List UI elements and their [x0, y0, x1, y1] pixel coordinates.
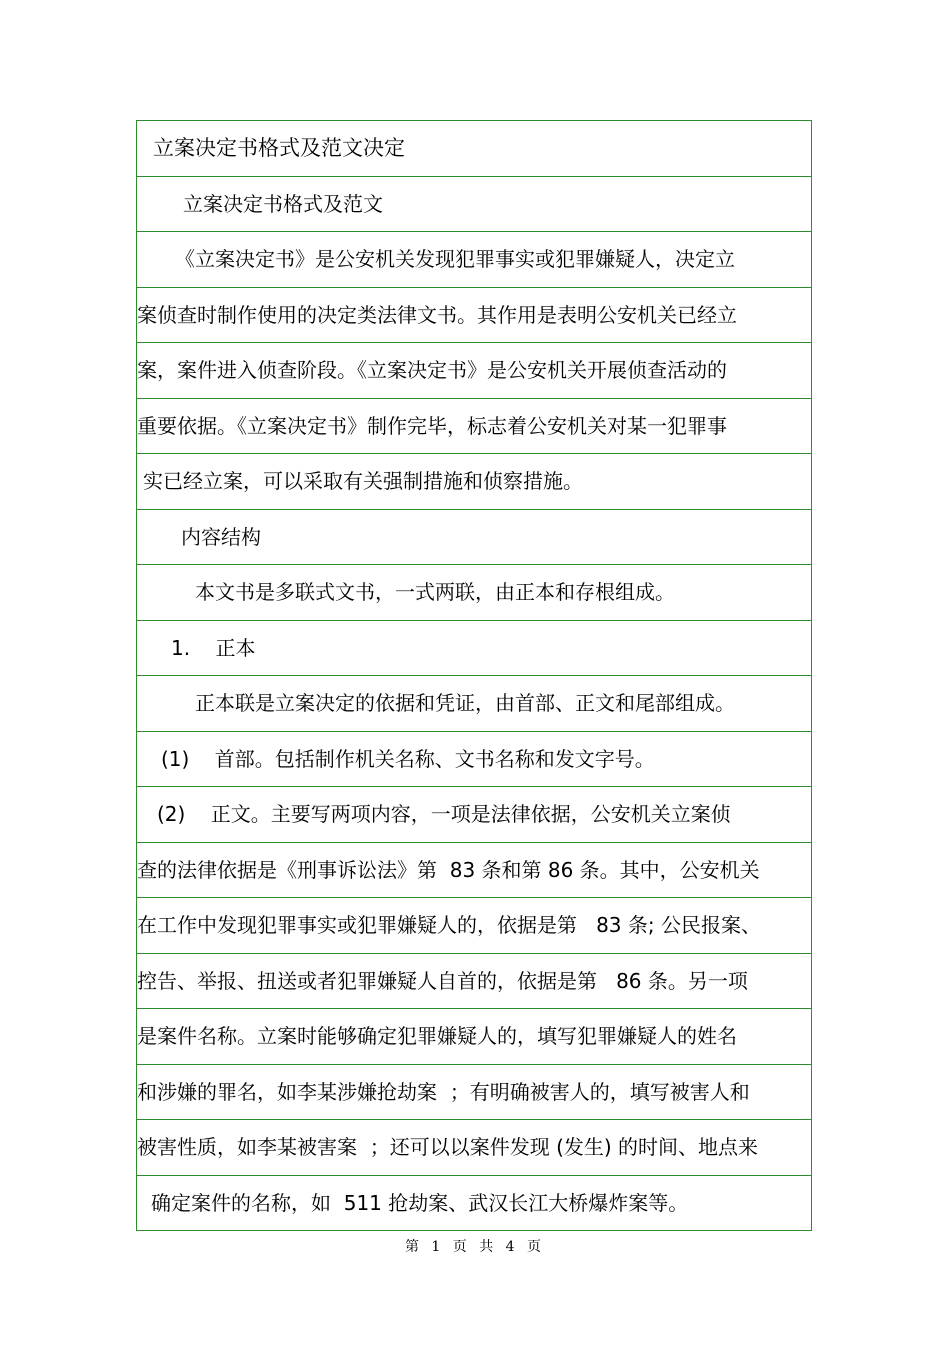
doc-subtitle-row: [137, 177, 811, 233]
doc-line-row: [137, 232, 811, 288]
doc-line: 正本联是立案决定的依据和凭证，由首部、正文和尾部组成。: [195, 691, 735, 715]
subsection-heading: 1. 正本: [171, 635, 256, 660]
document-table: [136, 120, 812, 1231]
doc-line-row: [137, 898, 811, 954]
doc-line-row: [137, 732, 811, 788]
section-heading-row: [137, 510, 811, 566]
doc-line-row: [137, 787, 811, 843]
doc-line-row: [137, 288, 811, 344]
doc-line: 在工作中发现犯罪事实或犯罪嫌疑人的，依据是第 83 条; 公民报案、: [137, 913, 761, 937]
page-number: 第 1 页 共 4 页: [404, 1239, 546, 1255]
doc-line: 案侦查时制作使用的决定类法律文书。其作用是表明公安机关已经立: [137, 302, 737, 327]
doc-line-row: [137, 1120, 811, 1176]
doc-line-row: [137, 343, 811, 399]
doc-line-row: [137, 954, 811, 1010]
doc-line-row: [137, 1065, 811, 1121]
doc-line-row: [137, 399, 811, 455]
doc-line-row: [137, 565, 811, 621]
subsection-heading-row: [137, 621, 811, 677]
doc-line: 是案件名称。立案时能够确定犯罪嫌疑人的，填写犯罪嫌疑人的姓名: [137, 1024, 737, 1048]
doc-line: 案，案件进入侦查阶段。《立案决定书》是公安机关开展侦查活动的: [137, 358, 727, 382]
doc-line-row: [137, 1176, 811, 1232]
doc-subtitle: 立案决定书格式及范文: [183, 191, 383, 216]
doc-line: 控告、举报、扭送或者犯罪嫌疑人自首的，依据是第 86 条。另一项: [137, 968, 748, 993]
doc-line-row: [137, 454, 811, 510]
doc-line-row: [137, 843, 811, 899]
doc-line-row: [137, 676, 811, 732]
doc-line: 实已经立案，可以采取有关强制措施和侦察措施。: [143, 469, 583, 493]
doc-line: (2) 正文。主要写两项内容，一项是法律依据，公安机关立案侦: [157, 802, 731, 826]
doc-line: 和涉嫌的罪名，如李某涉嫌抢劫案 ；有明确被害人的，填写被害人和: [137, 1079, 750, 1104]
section-heading: 内容结构: [181, 524, 261, 549]
doc-line: 《立案决定书》是公安机关发现犯罪事实或犯罪嫌疑人，决定立: [175, 247, 735, 271]
doc-line-row: [137, 1009, 811, 1065]
doc-title-row: [137, 121, 811, 177]
doc-line: 重要依据。《立案决定书》制作完毕，标志着公安机关对某一犯罪事: [137, 413, 727, 438]
doc-line: 确定案件的名称，如 511 抢劫案、武汉长江大桥爆炸案等。: [151, 1190, 689, 1215]
doc-line: 被害性质，如李某被害案 ；还可以以案件发现 (发生) 的时间、地点来: [137, 1135, 759, 1159]
doc-line: (1) 首部。包括制作机关名称、文书名称和发文字号。: [161, 746, 655, 771]
doc-title: 立案决定书格式及范文决定: [153, 136, 405, 160]
doc-line: 本文书是多联式文书，一式两联，由正本和存根组成。: [195, 580, 675, 604]
doc-line: 查的法律依据是《刑事诉讼法》第 83 条和第 86 条。其中，公安机关: [137, 857, 760, 882]
